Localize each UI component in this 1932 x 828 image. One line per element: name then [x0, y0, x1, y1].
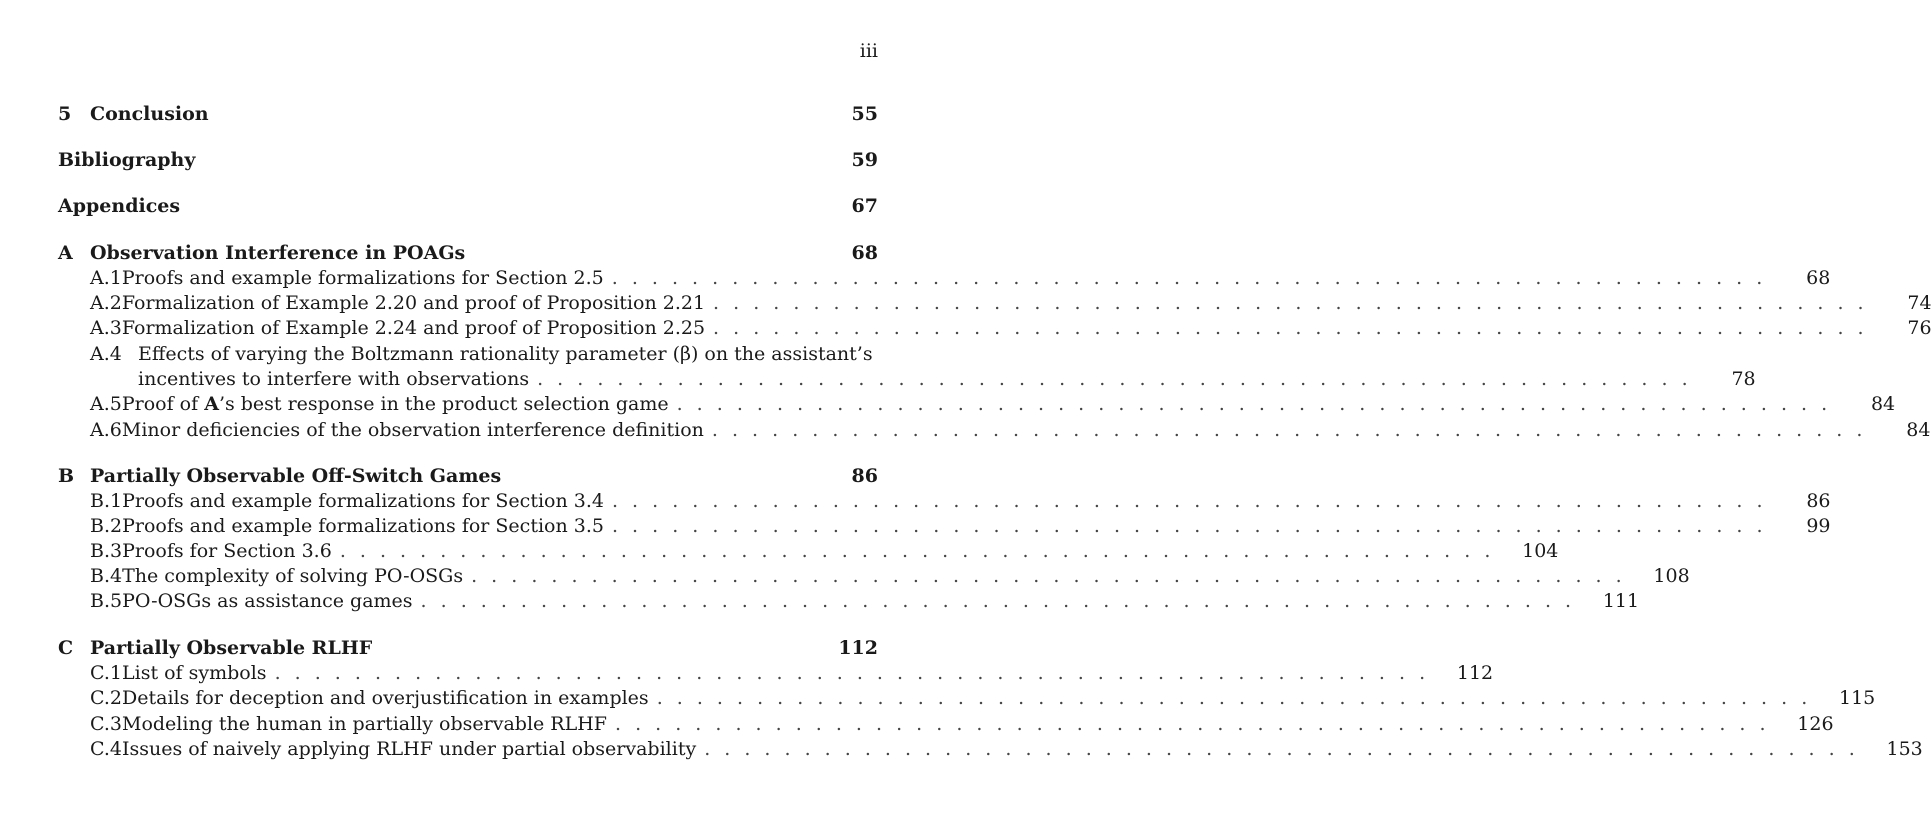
section-number: A.2: [90, 292, 122, 314]
toc-entry-conclusion[interactable]: [58, 102, 878, 127]
page-ref: 68: [851, 242, 878, 264]
page-ref: 67: [851, 195, 878, 217]
leader-dots: . . . . . . . . . . . . . . . . . . . . . . . . . . . . . . . . . . . . . . . . . . . . . . . . . . . . . . . . . .: [713, 292, 1868, 314]
page-ref: 153: [1886, 738, 1923, 760]
leader-dots: . . . . . . . . . . . . . . . . . . . . . . . . . . . . . . . . . . . . . . . . . . . . . . . . . . . . . . . . . .: [614, 713, 1770, 735]
toc-entry-appendix-b[interactable]: [58, 464, 878, 489]
toc-entry-appendix-a[interactable]: [58, 241, 878, 266]
page-ref: 104: [1522, 540, 1559, 562]
leader-dots: . . . . . . . . . . . . . . . . . . . . . . . . . . . . . . . . . . . . . . . . . . . . . . . . . . . . . . . . . .: [676, 393, 1832, 415]
chapter-title: Conclusion: [90, 103, 209, 125]
section-title: Proofs and example formalizations for Section 3.4: [122, 490, 604, 512]
title-prefix: Proof of: [121, 393, 205, 415]
page-ref: 68: [1806, 267, 1831, 289]
leader-dots: . . . . . . . . . . . . . . . . . . . . . . . . . . . . . . . . . . . . . . . . . . . . . . . . . . . . . . . . . .: [339, 540, 1495, 562]
section-title: Details for deception and overjustification in examples: [122, 687, 649, 709]
page-ref: 59: [851, 149, 878, 171]
toc-entry-c4[interactable]: [58, 737, 1923, 762]
toc-entry-b2[interactable]: [58, 514, 1831, 539]
section-title: Formalization of Example 2.24 and proof of Proposition 2.25: [121, 317, 706, 339]
page-number: iii: [859, 40, 878, 62]
toc-entry-c2[interactable]: [58, 686, 1876, 711]
page-ref: 55: [851, 103, 878, 125]
leader-dots: . . . . . . . . . . . . . . . . . . . . . . . . . . . . . . . . . . . . . . . . . . . . . . . . . . . . . . . . . .: [656, 687, 1812, 709]
section-number: A.5: [90, 393, 122, 415]
page-ref: 86: [1806, 490, 1831, 512]
section-number: A.6: [90, 419, 122, 441]
toc-entry-a2[interactable]: [58, 291, 1932, 316]
section-title: Modeling the human in partially observable RLHF: [122, 713, 607, 735]
section-number: C.1: [90, 662, 122, 684]
section-title: List of symbols: [122, 662, 267, 684]
page-ref: 86: [851, 465, 878, 487]
page-ref: 99: [1806, 515, 1831, 537]
leader-dots: . . . . . . . . . . . . . . . . . . . . . . . . . . . . . . . . . . . . . . . . . . . . . . . . . . . . . . . . . .: [274, 662, 1430, 684]
appendix-title: Observation Interference in POAGs: [90, 242, 466, 264]
appendix-letter: B: [58, 465, 75, 487]
page-ref: 84: [1906, 419, 1931, 441]
section-number: A.1: [90, 267, 122, 289]
page-ref: 126: [1797, 713, 1834, 735]
appendix-letter: C: [58, 637, 74, 659]
toc-entry-a5[interactable]: [58, 392, 1896, 417]
leader-dots: . . . . . . . . . . . . . . . . . . . . . . . . . . . . . . . . . . . . . . . . . . . . . . . . . . . . . . . . . .: [537, 368, 1692, 390]
leader-dots: . . . . . . . . . . . . . . . . . . . . . . . . . . . . . . . . . . . . . . . . . . . . . . . . . . . . . . . . . .: [611, 490, 1767, 512]
section-number: A.3: [90, 317, 122, 339]
section-title: Effects of varying the Boltzmann rationality parameter (β) on the assistant’s: [138, 343, 873, 365]
leader-dots: . . . . . . . . . . . . . . . . . . . . . . . . . . . . . . . . . . . . . . . . . . . . . . . . . . . . . . . . . .: [611, 515, 1767, 537]
section-number: B.5: [90, 590, 123, 612]
section-number: C.3: [90, 713, 122, 735]
page-ref: 78: [1731, 368, 1756, 390]
section-title: Proofs and example formalizations for Section 3.5: [122, 515, 604, 537]
toc-entry-c1[interactable]: [58, 661, 1494, 686]
leader-dots: . . . . . . . . . . . . . . . . . . . . . . . . . . . . . . . . . . . . . . . . . . . . . . . . . . . . . . . . . .: [713, 317, 1868, 339]
section-number: B.3: [90, 540, 123, 562]
leader-dots: . . . . . . . . . . . . . . . . . . . . . . . . . . . . . . . . . . . . . . . . . . . . . . . . . . . . . . . . . .: [611, 267, 1767, 289]
page-ref: 74: [1907, 292, 1932, 314]
page-ref: 112: [838, 637, 878, 659]
section-number: C.2: [90, 687, 122, 709]
section-title: The complexity of solving PO-OSGs: [122, 565, 464, 587]
toc-entry-b5[interactable]: [58, 589, 1640, 614]
toc-entry-a3[interactable]: [58, 316, 1932, 341]
title-suffix: ’s best response in the product selection game: [218, 393, 669, 415]
toc-entry-c3[interactable]: [58, 712, 1834, 737]
page-ref: 108: [1653, 565, 1690, 587]
page-ref: 112: [1456, 662, 1494, 684]
section-number: B.4: [90, 565, 123, 587]
section-title: [122, 392, 669, 417]
section-title: Formalization of Example 2.20 and proof of Proposition 2.21: [121, 292, 706, 314]
leader-dots: . . . . . . . . . . . . . . . . . . . . . . . . . . . . . . . . . . . . . . . . . . . . . . . . . . . . . . . . . .: [711, 419, 1867, 441]
toc-entry-appendices[interactable]: [58, 194, 878, 219]
section-title: Proofs and example formalizations for Section 2.5: [121, 267, 604, 289]
toc-entry-b3[interactable]: [58, 539, 1559, 564]
page-ref: 111: [1602, 590, 1640, 612]
toc-entry-a4[interactable]: [58, 342, 878, 367]
leader-dots: . . . . . . . . . . . . . . . . . . . . . . . . . . . . . . . . . . . . . . . . . . . . . . . . . . . . . . . . . .: [420, 590, 1576, 612]
leader-dots: . . . . . . . . . . . . . . . . . . . . . . . . . . . . . . . . . . . . . . . . . . . . . . . . . . . . . . . . . .: [704, 738, 1859, 760]
toc-entry-bibliography[interactable]: [58, 148, 878, 173]
section-title: PO-OSGs as assistance games: [122, 590, 413, 612]
section-number: A.4: [90, 343, 122, 365]
toc-entry-b4[interactable]: [58, 564, 1690, 589]
page-ref: 84: [1870, 393, 1896, 415]
chapter-number: 5: [58, 103, 72, 125]
title-bold-symbol: A: [204, 393, 219, 415]
appendix-title: Partially Observable RLHF: [90, 637, 373, 659]
appendix-title: Partially Observable Off-Switch Games: [90, 465, 502, 487]
section-number: B.1: [90, 490, 123, 512]
section-number: B.2: [90, 515, 123, 537]
section-title: Proofs for Section 3.6: [122, 540, 332, 562]
section-number: C.4: [90, 738, 122, 760]
chapter-title: Bibliography: [58, 149, 196, 171]
toc-entry-a1[interactable]: [58, 266, 1831, 291]
section-title: Minor deficiencies of the observation interference definition: [121, 419, 704, 441]
appendix-letter: A: [58, 242, 73, 264]
page-ref: 76: [1907, 317, 1932, 339]
chapter-title: Appendices: [58, 195, 181, 217]
toc-entry-appendix-c[interactable]: [58, 636, 878, 661]
toc-entry-a4-cont[interactable]: [58, 367, 1756, 392]
section-title: Issues of naively applying RLHF under partial observability: [122, 738, 697, 760]
section-title-continued: incentives to interfere with observations: [138, 368, 530, 390]
toc-entry-a6[interactable]: [58, 418, 1931, 443]
page-ref: 115: [1838, 687, 1876, 709]
toc-entry-b1[interactable]: [58, 489, 1831, 514]
leader-dots: . . . . . . . . . . . . . . . . . . . . . . . . . . . . . . . . . . . . . . . . . . . . . . . . . . . . . . . . . .: [471, 565, 1626, 587]
